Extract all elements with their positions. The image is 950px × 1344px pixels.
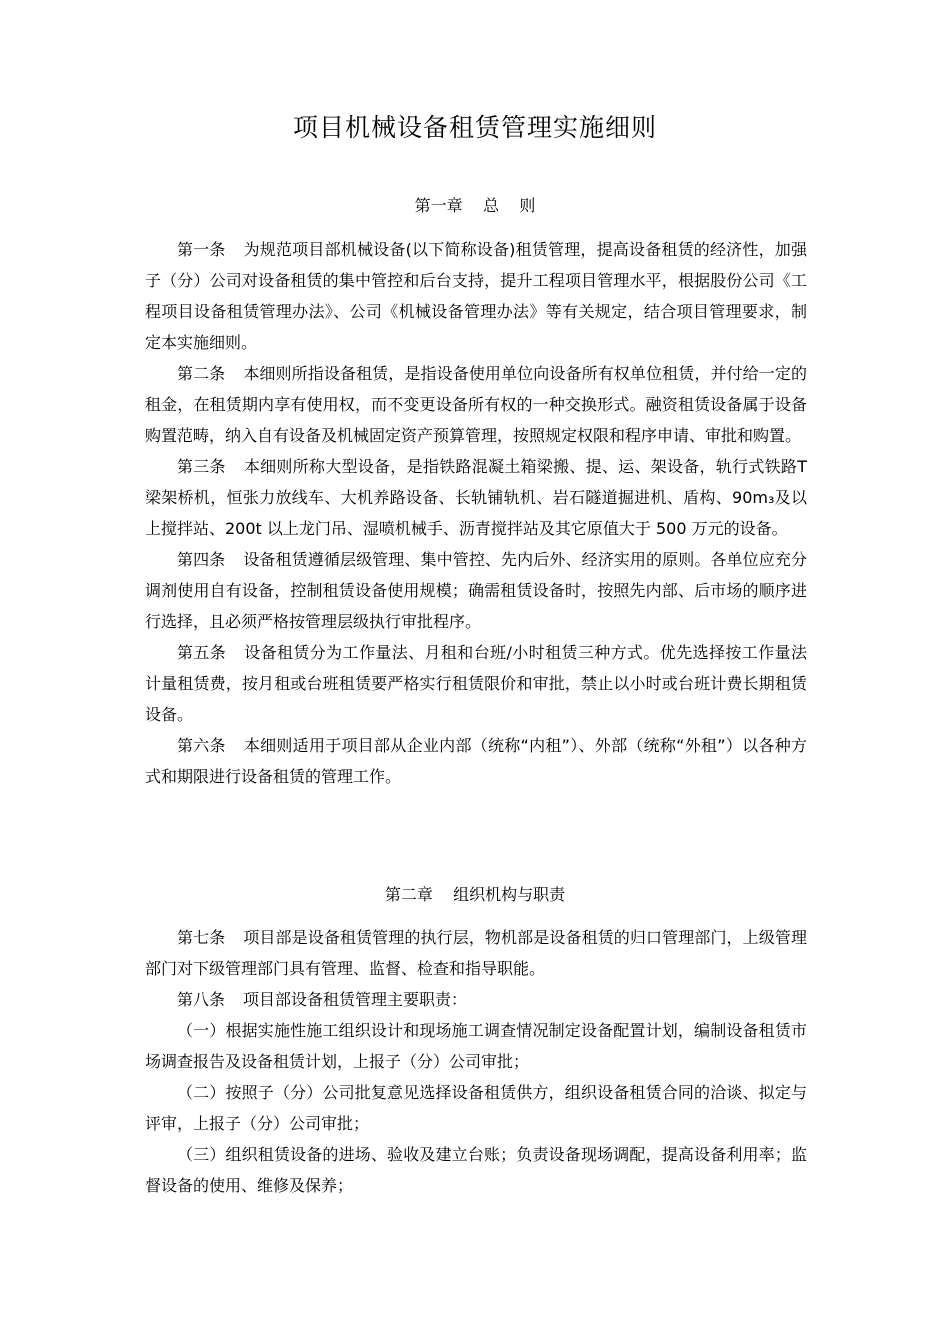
document-title: 项目机械设备租赁管理实施细则 [292, 113, 657, 142]
article-label: 第一条 [177, 240, 226, 259]
chapter-heading: 第一章 总 则 [414, 196, 536, 215]
duty-text: （一）根据实施性施工组织设计和现场施工调查情况制定设备配置计划，编制设备租赁市场调查报告及设备租赁计划，上报子（分）公司审批； [145, 1021, 807, 1071]
duty-text: （三）组织租赁设备的进场、验收及建立台账；负责设备现场调配，提高设备利用率；监督设备的使用、维修及保养； [145, 1145, 807, 1195]
article-label: 第五条 [177, 643, 227, 662]
article-text: 本细则所指设备租赁，是指设备使用单位向设备所有权单位租赁，并付给一定的租金，在租赁期内享有使用权，而不变更设备所有权的一种交换形式。融资租赁设备属于设备购置范畴，纳入自有设备及机械固定资产预算管理，按照规定权限和程序申请、审批和购置。 [145, 364, 807, 445]
article-paragraph [145, 730, 807, 792]
article-paragraph [145, 544, 807, 637]
article-text: 为规范项目部机械设备(以下简称设备)租赁管理，提高设备租赁的经济性，加强子（分）公司对设备租赁的集中管控和后台支持，提升工程项目管理水平，根据股份公司《工程项目设备租赁管理办法》、公司《机械设备管理办法》等有关规定，结合项目管理要求，制定本实施细则。 [145, 240, 807, 352]
article-label: 第四条 [177, 550, 226, 569]
article-text: 本细则适用于项目部从企业内部（统称“内租”）、外部（统称“外租”）以各种方式和期限进行设备租赁的管理工作。 [145, 736, 807, 786]
article-text: 项目部是设备租赁管理的执行层，物机部是设备租赁的归口管理部门，上级管理部门对下级管理部门具有管理、监督、检查和指导职能。 [145, 928, 807, 978]
duty-item [145, 1015, 807, 1077]
duty-item [145, 1077, 807, 1139]
article-label: 第二条 [177, 364, 226, 383]
article-paragraph [145, 637, 807, 730]
article-paragraph [145, 451, 807, 544]
chapter-2-body [145, 922, 807, 1201]
article-text: 设备租赁遵循层级管理、集中管控、先内后外、经济实用的原则。各单位应充分调剂使用自有设备，控制租赁设备使用规模；确需租赁设备时，按照先内部、后市场的顺序进行选择，且必须严格按管理层级执行审批程序。 [145, 550, 807, 631]
article-paragraph [145, 234, 807, 358]
article-label: 第八条 [177, 990, 226, 1009]
article-label: 第六条 [177, 736, 226, 755]
article-label: 第七条 [177, 928, 226, 947]
chapter-heading: 第二章 组织机构与职责 [384, 885, 566, 904]
duty-item [145, 1139, 807, 1201]
article-text: 项目部设备租赁管理主要职责： [243, 990, 468, 1009]
article-paragraph [145, 358, 807, 451]
article-paragraph [145, 984, 807, 1015]
article-paragraph [145, 922, 807, 984]
duty-text: （二）按照子（分）公司批复意见选择设备租赁供方，组织设备租赁合同的洽谈、拟定与评审，上报子（分）公司审批； [145, 1083, 807, 1133]
chapter-1-body [145, 234, 807, 792]
article-text: 设备租赁分为工作量法、月租和台班/小时租赁三种方式。优先选择按工作量法计量租赁费，按月租或台班租赁要严格实行租赁限价和审批，禁止以小时或台班计费长期租赁设备。 [145, 643, 807, 724]
article-label: 第三条 [177, 457, 226, 476]
article-text: 本细则所称大型设备，是指铁路混凝土箱梁搬、提、运、架设备，轨行式铁路T梁架桥机，恒张力放线车、大机养路设备、长轨铺轨机、岩石隧道掘进机、盾构、90m₃及以上搅拌站、200t 以上龙门吊、湿喷机械手、沥青搅拌站及其它原值大于 500 万元的设备。 [145, 457, 807, 538]
